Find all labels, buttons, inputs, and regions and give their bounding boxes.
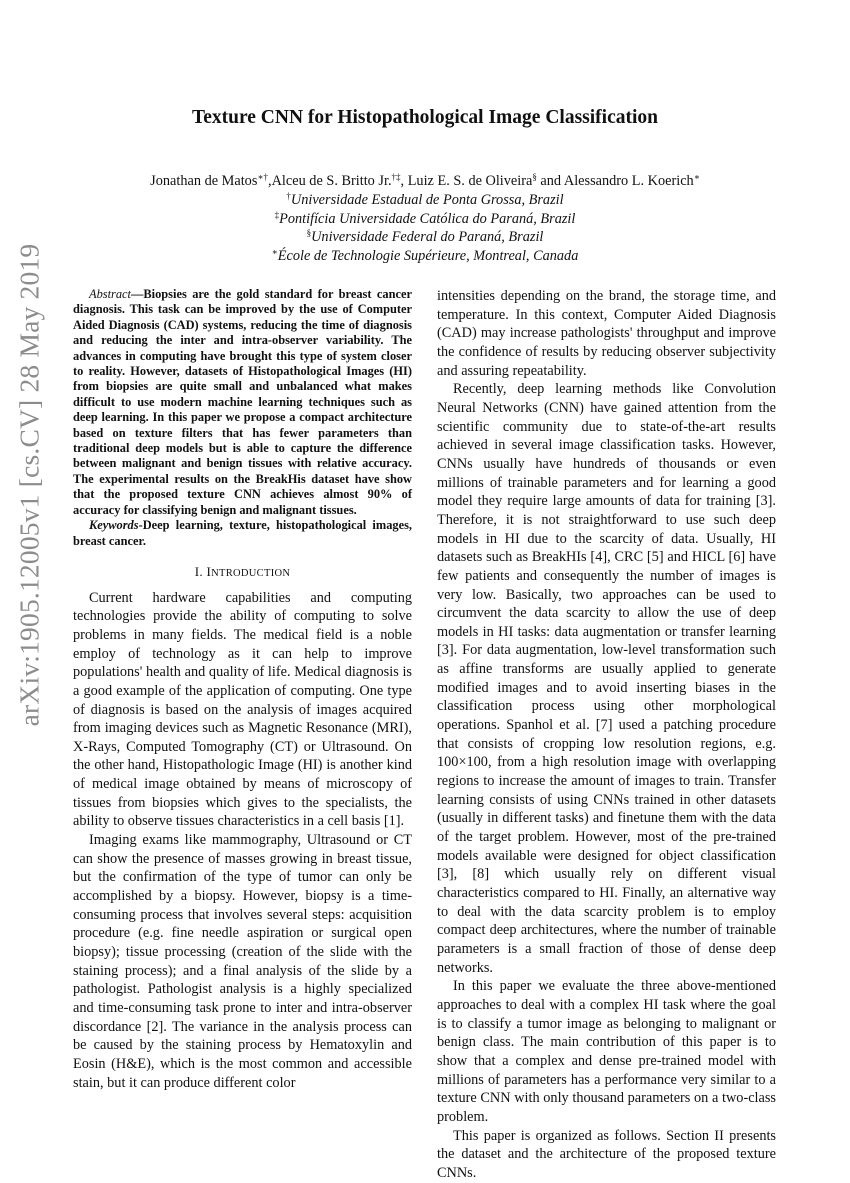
affiliation xyxy=(0,228,850,247)
body-paragraph: Imaging exams like mammography, Ultrasound or CT can show the presence of masses growing in breast tissue, but the confirmation of the type of tumor can only be accomplished by a biopsy. However, biopsy is a time-consuming process that involves several steps: acquisition procedure (e.g. fine needle aspiration or surgical open biopsy); tissue processing (creation of the slide with the staining process); and a final analysis of the slide by a pathologist. Pathologist analysis is a highly specialized and time-consuming task prone to inter and intra-observer discordance [2]. The variance in the analysis process can be caused by the staining process by Hematoxylin and Eosin (H&E), which is the most common and accessible stain, but it can produce different color xyxy=(73,832,412,1091)
affiliation xyxy=(0,210,850,229)
section-title-rest: NTRODUCTION xyxy=(211,567,291,579)
body-paragraph: This paper is organized as follows. Section II presents the dataset and the architecture of the proposed texture CNNs. xyxy=(437,1127,776,1181)
keywords-text: -Deep learning, texture, histopathological images, breast cancer. xyxy=(73,518,412,548)
affiliation-mark: § xyxy=(306,228,312,239)
author-separator: and xyxy=(536,173,564,189)
author-block xyxy=(0,172,850,266)
abstract xyxy=(73,287,412,518)
abstract-label: Abstract xyxy=(89,287,131,301)
arxiv-identifier-text: arXiv:1905.12005v1 [cs.CV] 28 May 2019 xyxy=(13,243,44,727)
author-marks: ∗† xyxy=(257,172,269,182)
body-paragraph: intensities depending on the brand, the storage time, and temperature. In this context, Computer Aided Diagnosis (CAD) may increase pathologists' throughput and improve the confidence of results by reducing observer subjectivity and assuring repeatability. xyxy=(437,288,776,379)
arxiv-identifier xyxy=(4,243,54,727)
affiliation xyxy=(0,247,850,266)
section-number: I. xyxy=(194,563,203,579)
body-paragraph: In this paper we evaluate the three above-mentioned approaches to deal with a complex HI task where the goal is to classify a tumor image as belonging to malignant or benign class. The main contribution of this paper is to show that a complex and dense pre-trained model with millions of parameters has a performance very similar to a texture CNN with only thousand parameters on a two-class problem. xyxy=(437,978,776,1125)
author-name: Luiz E. S. de Oliveira xyxy=(407,173,533,189)
keywords xyxy=(73,518,412,549)
affiliation-mark: † xyxy=(286,190,291,201)
section-heading xyxy=(73,563,412,584)
left-column xyxy=(73,287,412,1092)
author-marks: § xyxy=(532,172,537,182)
affiliation-name: Pontifícia Universidade Católica do Paraná, Brazil xyxy=(279,210,576,227)
body-paragraph: Recently, deep learning methods like Convolution Neural Networks (CNN) have gained attention from the scientific community due to state-of-the-art results achieved in several image classification tasks. However, CNNs usually have hundreds of thousands or even millions of trainable parameters and for learning a good model they require large amounts of data for training [3]. Therefore, it is not straightforward to use such deep models in HI due to the scarcity of data. Usually, HI datasets such as BreakHIs [4], CRC [5] and HICL [6] have few patients and consequently the number of images is very low. Basically, two approaches can be used to circumvent the data scarcity to allow the use of deep models in HI tasks: data augmentation or transfer learning [3]. For data augmentation, low-level transformation such as affine transforms are usually applied to generate modified images and to avoid inserting biases in the classification process using other morphological operations. Spanhol et al. [7] used a patching procedure that consists of cropping low resolution regions, e.g. 100×100, from a high resolution image with overlapping regions to increase the amount of images to train. Transfer learning consists of using CNNs trained in other datasets (usually in different tasks) and finetune them with the data of the target problem. However, most of the pre-trained models available were designed for object classification [3], [8] which usually rely on different visual characteristics compared to HI. Finally, an alternative way to deal with the data scarcity problem is to employ compact deep architectures, where the number of trainable parameters is a small fraction of those of dense deep networks. xyxy=(437,381,776,976)
author-name: Alceu de S. Britto Jr. xyxy=(271,173,392,189)
abstract-text: —Biopsies are the gold standard for breast cancer diagnosis. This task can be improved by the use of Computer Aided Diagnosis (CAD) systems, reducing the time of diagnosis and reducing the inter and intra-observer variability. The advances in computing have brought this type of system closer to reality. However, datasets of Histopathological Images (HI) from biopsies are quite small and unbalanced what makes difficult to use modern machine learning techniques such as deep learning. In this paper we propose a compact architecture based on texture filters that has fewer parameters than traditional deep models but is able to capture the difference between malignant and benign tissues with relative accuracy. The experimental results on the BreakHis dataset have show that the proposed texture CNN achieves almost 90% of accuracy for classifying benign and malignant tissues. xyxy=(73,287,412,517)
author-separator: , xyxy=(268,173,272,189)
author-marks: ∗ xyxy=(693,172,700,182)
affiliation-name: Universidade Federal do Paraná, Brazil xyxy=(311,229,544,246)
body-paragraph: Current hardware capabilities and computing technologies provide the ability of computing to solve problems in many fields. The medical field is a noble employ of technology as it can help to improve populations' health and quality of life. Medical diagnosis is a good example of the application of computing. One type of diagnosis is based on the analysis of images acquired from imaging devices such as Magnetic Resonance (MRI), X-Rays, Computed Tomography (CT) or Ultrasound. On the other hand, Histopathologic Image (HI) is another kind of medical image obtained by means of microscopy of tissues from biopsies which gives to the specialists, the ability to observe tissues characteristics in a cell basis [1]. xyxy=(73,589,412,830)
affiliation-name: Universidade Estadual de Ponta Grossa, Brazil xyxy=(290,191,564,208)
keywords-label: Keywords xyxy=(89,518,139,533)
author-name: Alessandro L. Koerich xyxy=(563,173,694,189)
affiliation-mark: ‡ xyxy=(274,209,280,220)
paper-title: Texture CNN for Histopathological Image Classification xyxy=(191,107,658,128)
affiliation-name: École de Technologie Supérieure, Montreal, Canada xyxy=(277,248,579,265)
author-marks: †‡ xyxy=(391,172,401,182)
right-column xyxy=(437,287,776,1183)
author-name: Jonathan de Matos xyxy=(150,173,258,189)
author-separator: , xyxy=(400,173,408,189)
author-list xyxy=(0,172,850,191)
affiliation-mark: ∗ xyxy=(271,247,278,258)
affiliation xyxy=(0,191,850,210)
section-first-letter: I xyxy=(206,563,212,579)
